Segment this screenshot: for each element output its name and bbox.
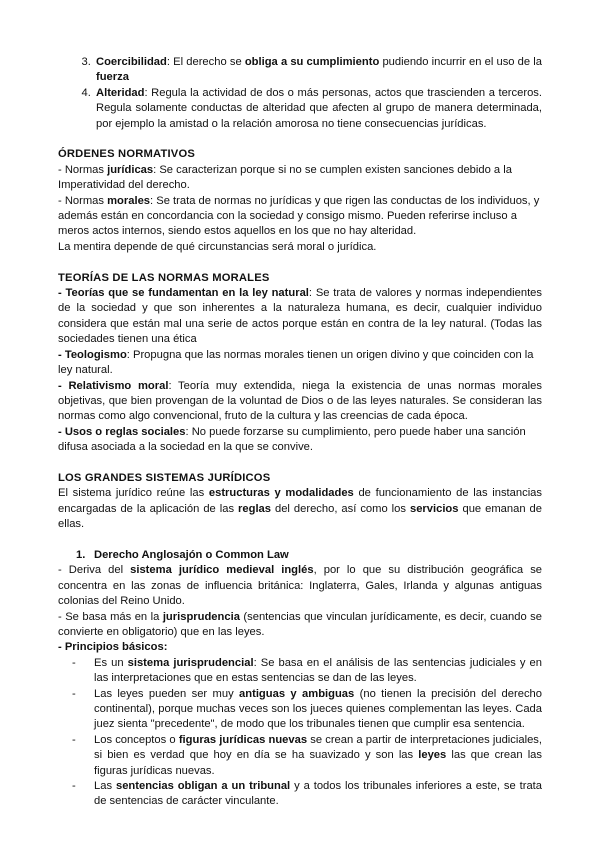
list-item: - Las leyes pueden ser muy antiguas y ambiguas (no tienen la precisión del derecho continental), porque muchas veces son los jueces quienes complementan las leyes. Cada juez sienta "precedente", de modo que los tribunales tienen que cumplir esa sentencia. [68,687,542,733]
principios-list [58,656,542,810]
principios-basicos-title: - Principios básicos: [58,641,168,654]
list-item-alteridad: 4. Alteridad: Regula la actividad de dos o más personas, actos que trascienden a terceros. Regula solamente conductas de alteridad que afecten al grupo de manera determinada, por ejemplo la amistad o la relación amorosa no tiene consecuencias jurídicas. [94,86,542,132]
paragraph-teologismo: - Teologismo: Propugna que las normas morales tienen un origen divino y que coinciden con la ley natural. [58,348,534,377]
list-item: - Las sentencias obligan a un tribunal y a todos los tribunales inferiores a este, se trata de sentencias de carácter vinculante. [68,779,542,810]
paragraph-mentira: La mentira depende de qué circunstancias será moral o jurídica. [58,240,377,253]
heading-teorias-normas-morales: TEORÍAS DE LAS NORMAS MORALES [58,271,270,284]
paragraph-deriva: - Deriva del sistema jurídico medieval inglés, por lo que su distribución geográfica se concentra en las zonas de influencia británica: Inglaterra, Gales, Irlanda y algunas antiguas colonias del Reino Unido. [58,564,543,608]
paragraph-normas-juridicas: - Normas jurídicas: Se caracterizan porque si no se cumplen existen sanciones debido a la Imperatividad del derecho. [58,163,512,192]
paragraph-relativismo: - Relativismo moral: Teoría muy extendida, niega la existencia de unas normas morales objetivas, que bien provengan de la voluntad de Dios o de las leyes naturales. Se consideran las normas como algo convencional, fruto de la cultura y las creencias de cada época. [58,379,542,423]
characteristics-list [58,55,542,132]
paragraph-normas-morales: - Normas morales: Se trata de normas no jurídicas y que rigen las conductas de los individuos, y además están en concordancia con la sociedad y consigo mismo. Pueden referirse incluso a meros actos internos, siendo estos aquellos en los que no hay alteridad. [58,194,540,238]
subheading-common-law: 1. Derecho Anglosajón o Common Law [76,548,289,561]
list-item: - Los conceptos o figuras jurídicas nuevas se crean a partir de interpretaciones judiciales, si bien es verdad que hoy en día se ha suavizado y son las leyes las que crean las figuras jurídicas nuevas. [68,733,542,779]
list-item: - Es un sistema jurisprudencial: Se basa en el análisis de las sentencias judiciales y en las interpretaciones que en estas sentencias se dan de las leyes. [68,656,542,687]
heading-ordenes-normativos: ÓRDENES NORMATIVOS [58,148,196,161]
paragraph-sistema-juridico: El sistema jurídico reúne las estructuras y modalidades de funcionamiento de las instancias encargadas de la aplicación de las reglas del derecho, así como los servicios que emanan de ellas. [58,487,542,531]
paragraph-jurisprudencia: - Se basa más en la jurisprudencia (sentencias que vinculan jurídicamente, es decir, cuando se convierte en obligatorio) que en las leyes. [58,610,542,638]
paragraph-usos-sociales: - Usos o reglas sociales: No puede forzarse su cumplimiento, pero puede haber una sanción difusa asociada a la sociedad en la que se convive. [58,425,526,454]
list-item-coercibilidad: 3. Coercibilidad: El derecho se obliga a su cumplimiento pudiendo incurrir en el uso de la fuerza [94,55,542,86]
paragraph-ley-natural: - Teorías que se fundamentan en la ley natural: Se trata de valores y normas independientes de la sociedad y que son inherentes a la naturaleza humana, es decir, cualquier individuo considera que están mal una serie de actos porque están en contra de la ley natural. (Todas las sociedades tienen una ética [58,287,542,346]
heading-grandes-sistemas: LOS GRANDES SISTEMAS JURÍDICOS [58,471,271,484]
